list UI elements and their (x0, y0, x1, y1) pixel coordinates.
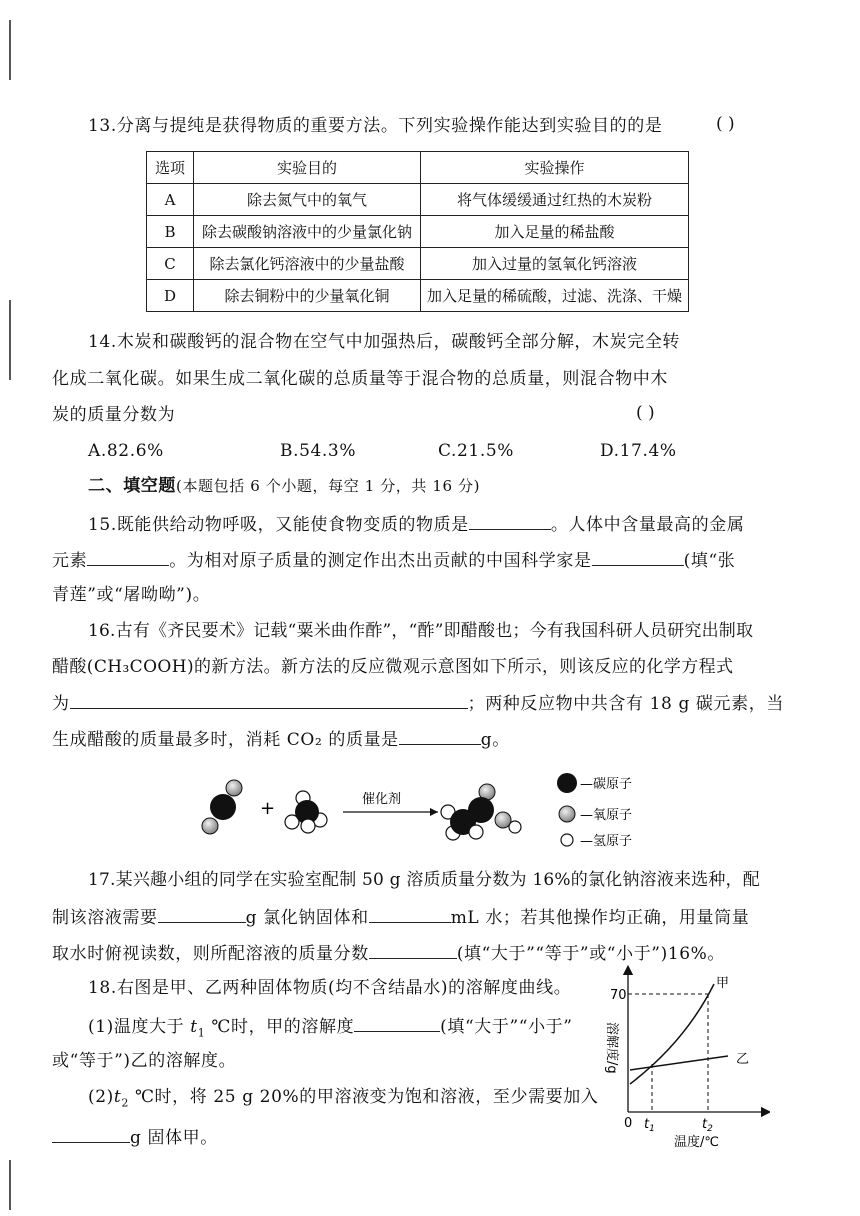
arrow-head-icon (430, 808, 438, 816)
legend-oxygen: —氧原子 (580, 808, 633, 823)
hydrogen-atom-icon (561, 834, 573, 846)
q14-answer-paren: ( ) (636, 403, 655, 423)
table-header-cell: 实验目的 (194, 152, 421, 184)
origin-label: 0 (624, 1116, 633, 1131)
co2-molecule (202, 780, 242, 834)
q17-text: 制该溶液需要 (52, 908, 158, 928)
legend-hydrogen: —氢原子 (580, 834, 633, 849)
q14-option-b: B.54.3% (280, 441, 357, 461)
q16-line-1: 16.古有《齐民要术》记载“粟米曲作酢”，“酢”即醋酸也；今有我国科研人员研究出制取 (88, 621, 754, 641)
scan-edge-mark (9, 1160, 11, 1210)
table-cell: 除去氯化钙溶液中的少量盐酸 (194, 248, 421, 280)
q18-temp-symbol: t (113, 1087, 122, 1107)
y-tick-label: 70 (610, 988, 627, 1003)
q15-text: 。为相对原子质量的测定作出杰出贡献的中国科学家是 (169, 551, 592, 571)
answer-blank[interactable] (70, 690, 468, 709)
table-cell: B (147, 216, 194, 248)
q16-text: 为 (52, 694, 70, 714)
q17-text: mL 水；若其他操作均正确，用量筒量 (450, 908, 750, 928)
q18-text: ℃时，将 25 g 20%的甲溶液变为饱和溶液，至少需要加入 (128, 1087, 599, 1107)
y-axis-label: 溶解度/g (604, 1022, 619, 1074)
section-title: 二、填空题 (88, 476, 176, 496)
q15-text: 元素 (52, 551, 88, 571)
curve-jia (630, 984, 714, 1084)
q16-text: ；两种反应物中共含有 18 g 碳元素，当 (467, 694, 784, 714)
q15-line-3: 青莲”或“屠呦呦”)。 (52, 585, 211, 605)
plus-sign: + (260, 798, 276, 819)
table-cell: 加入过量的氢氧化钙溶液 (421, 248, 689, 280)
legend-carbon: —碳原子 (580, 777, 633, 792)
q16-text: 生成醋酸的质量最多时，消耗 CO₂ 的质量是 (52, 730, 399, 750)
series-label-yi: 乙 (736, 1052, 750, 1067)
reaction-diagram (190, 770, 690, 850)
q15-line-1 (88, 511, 744, 537)
q16-text: g。 (480, 730, 510, 750)
x-tick-t1: $t_1$ (644, 1117, 655, 1134)
table-row (147, 280, 689, 312)
catalyst-label: 催化剂 (362, 792, 402, 807)
table-header-cell: 实验操作 (421, 152, 689, 184)
q16-line-4 (52, 726, 510, 752)
scan-edge-mark (9, 300, 11, 380)
q18-text: (填“大于”“小于” (440, 1017, 573, 1037)
table-cell: 除去铜粉中的少量氧化铜 (194, 280, 421, 312)
x-tick-t2: $t_2$ (702, 1117, 713, 1134)
table-row (147, 248, 689, 280)
table-cell: 加入足量的稀硫酸，过滤、洗涤、干燥 (421, 280, 689, 312)
q15-text: 15.既能供给动物呼吸，又能使食物变质的物质是 (88, 515, 469, 535)
answer-blank[interactable] (354, 1013, 440, 1032)
section-note: (本题包括 6 个小题，每空 1 分，共 16 分) (176, 477, 481, 495)
legend (557, 773, 632, 849)
curve-yi (630, 1056, 728, 1070)
q18-line-1: 18.右图是甲、乙两种固体物质(均不含结晶水)的溶解度曲线。 (88, 978, 572, 998)
q17-line-1: 17.某兴趣小组的同学在实验室配制 50 g 溶质质量分数为 16%的氯化钠溶液来选种，配 (88, 870, 760, 890)
table-cell: 将气体缓缓通过红热的木炭粉 (421, 184, 689, 216)
acetic-acid-molecule (441, 784, 521, 840)
answer-blank[interactable] (399, 726, 481, 745)
q17-text: (填“大于”“等于”或“小于”)16%。 (456, 944, 726, 964)
table-cell: D (147, 280, 194, 312)
table-cell: A (147, 184, 194, 216)
q18-line-2 (88, 1013, 573, 1045)
answer-blank[interactable] (369, 940, 457, 959)
answer-blank[interactable] (52, 1124, 130, 1143)
q18-line-5 (52, 1124, 218, 1150)
q14-line-1: 14.木炭和碳酸钙的混合物在空气中加强热后，碳酸钙全部分解，木炭完全转 (88, 332, 681, 352)
section-heading (88, 474, 480, 498)
q14-option-d: D.17.4% (600, 441, 677, 461)
answer-blank[interactable] (158, 904, 246, 923)
q18-text: ℃时，甲的溶解度 (205, 1017, 355, 1037)
q14-option-a: A.82.6% (88, 441, 164, 461)
answer-blank[interactable] (87, 547, 169, 566)
q18-temp-symbol: t (190, 1017, 198, 1037)
table-row (147, 216, 689, 248)
series-label-jia: 甲 (716, 976, 730, 991)
q18-text: (1)温度大于 (88, 1017, 191, 1037)
q13-stem: 13.分离与提纯是获得物质的重要方法。下列实验操作能达到实验目的的是 (88, 116, 663, 136)
table-cell: 除去碳酸钠溶液中的少量氯化钠 (194, 216, 421, 248)
ch4-molecule (285, 791, 327, 833)
q13-table (146, 151, 689, 312)
answer-blank[interactable] (369, 904, 451, 923)
table-row (147, 184, 689, 216)
q17-text: g 氯化钠固体和 (245, 908, 369, 928)
table-cell: 加入足量的稀盐酸 (421, 216, 689, 248)
q14-option-c: C.21.5% (438, 441, 515, 461)
carbon-atom-icon (557, 773, 577, 793)
x-axis-label: 温度/℃ (674, 1135, 719, 1150)
q15-text: (填“张 (683, 551, 736, 571)
q15-line-2 (52, 547, 735, 573)
q15-text: 。人体中含量最高的金属 (550, 515, 745, 535)
q17-text: 取水时俯视读数，则所配溶液的质量分数 (52, 944, 369, 964)
q18-temp-subscript: 2 (121, 1096, 129, 1110)
q16-line-2: 醋酸(CH₃COOH)的新方法。新方法的反应微观示意图如下所示，则该反应的化学方程式 (52, 657, 734, 677)
table-cell: C (147, 248, 194, 280)
q13-answer-paren: ( ) (716, 114, 735, 134)
q18-temp-subscript: 1 (197, 1026, 206, 1040)
q18-line-4 (88, 1085, 598, 1115)
table-header-cell: 选项 (147, 152, 194, 184)
table-cell: 除去氮气中的氧气 (194, 184, 421, 216)
scan-edge-mark (9, 20, 11, 80)
q18-line-3: 或“等于”)乙的溶解度。 (52, 1051, 237, 1071)
q18-text: g 固体甲。 (130, 1128, 218, 1148)
q17-line-2 (52, 904, 749, 930)
q14-line-3: 炭的质量分数为 (52, 405, 176, 425)
q18-text: (2) (88, 1087, 114, 1107)
q16-line-3 (52, 690, 784, 716)
answer-blank[interactable] (469, 511, 551, 530)
q14-line-2: 化成二氧化碳。如果生成二氧化碳的总质量等于混合物的总质量，则混合物中木 (52, 369, 668, 389)
answer-blank[interactable] (592, 547, 684, 566)
oxygen-atom-icon (559, 806, 575, 822)
solubility-graph (590, 962, 770, 1152)
table-header-row (147, 152, 689, 184)
